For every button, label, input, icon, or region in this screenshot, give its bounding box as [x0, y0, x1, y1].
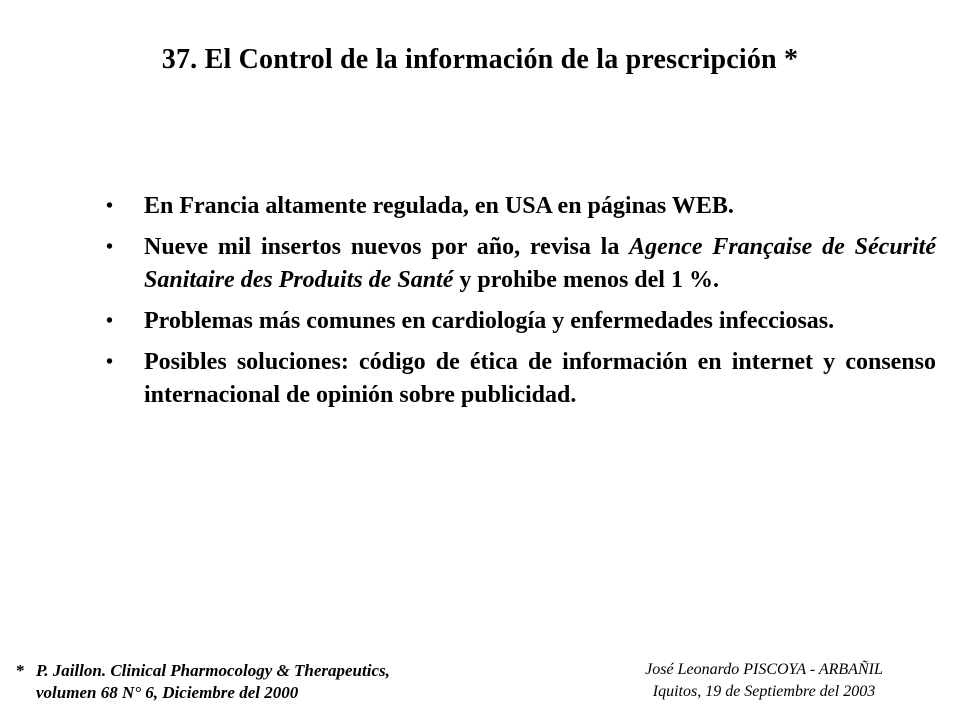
bullet-icon: •	[106, 351, 114, 373]
author-place-date: Iquitos, 19 de Septiembre del 2003	[652, 683, 876, 700]
bullet-icon: •	[106, 195, 114, 217]
slide-title: 37. El Control de la información de la prescripción *	[161, 44, 799, 75]
bullet-text-segment: y prohibe menos del 1 %.	[453, 267, 719, 293]
footnote-line-1: P. Jaillon. Clinical Pharmocology & Therapeutics,	[36, 661, 390, 680]
agency-name: Agence Française de Sécurité Sanitaire des Produits de Santé	[144, 234, 936, 293]
bullet-list	[104, 190, 936, 420]
bullet-item-problems	[104, 305, 936, 338]
bullet-item-solutions	[104, 346, 936, 412]
author-block	[594, 659, 934, 703]
footnote-reference	[16, 660, 536, 704]
bullet-text-segment: Problemas más comunes en cardiología y enfermedades infecciosas.	[144, 308, 835, 334]
bullet-text	[144, 190, 936, 223]
bullet-icon: •	[106, 236, 114, 258]
footnote-line-2: volumen 68 N° 6, Diciembre del 2000	[36, 683, 299, 702]
author-name: José Leonardo PISCOYA - ARBAÑIL	[645, 661, 883, 678]
footnote-body	[36, 660, 536, 704]
bullet-item-inserts	[104, 231, 936, 297]
bullet-text	[144, 305, 936, 338]
bullet-text-segment: Posibles soluciones: código de ética de información en internet y consenso internacional de opinión sobre publicidad.	[144, 349, 936, 408]
bullet-text-segment: Nueve mil insertos nuevos por año, revisa la	[144, 234, 630, 260]
bullet-item-regulation	[104, 190, 936, 223]
bullet-text	[144, 231, 936, 297]
bullet-text	[144, 346, 936, 412]
bullet-text-segment: En Francia altamente regulada, en USA en páginas WEB.	[144, 193, 734, 219]
footnote-marker: *	[16, 661, 25, 680]
bullet-icon: •	[106, 310, 114, 332]
